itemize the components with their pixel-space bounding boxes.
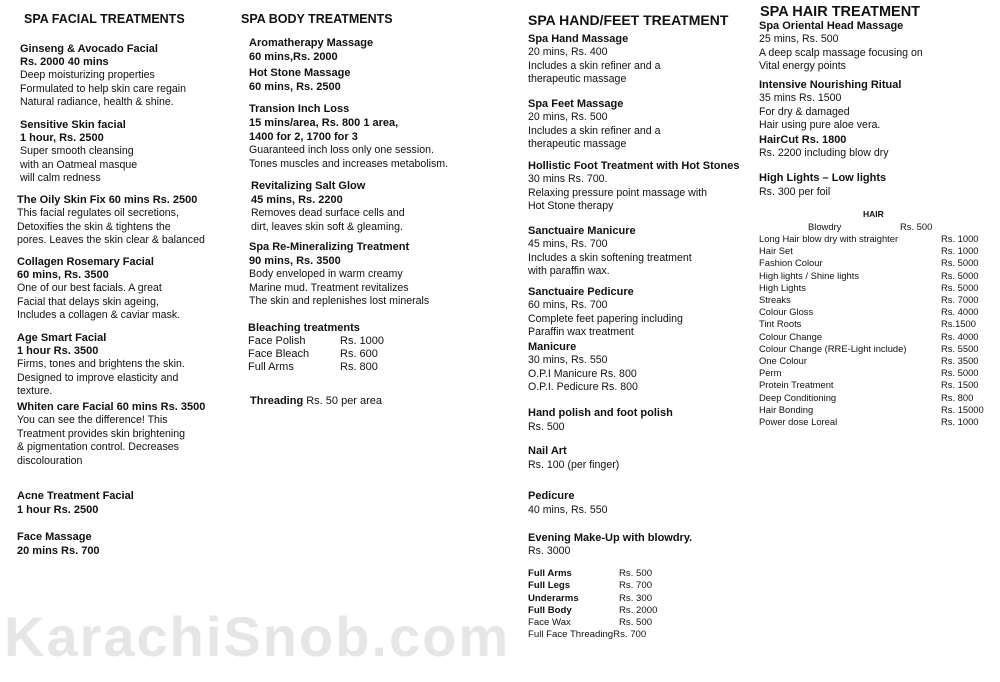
price-row xyxy=(248,335,384,348)
item-line: A deep scalp massage focusing on xyxy=(759,46,923,59)
price-row xyxy=(759,404,989,416)
facial-item-acne xyxy=(17,490,134,517)
body-heading: SPA BODY TREATMENTS xyxy=(241,12,393,26)
price-name: Long Hair blow dry with straighter xyxy=(759,233,899,244)
price-name: Full Face Threading xyxy=(528,629,614,641)
item-line: O.P.I. Pedicure Rs. 800 xyxy=(528,381,638,394)
item-line: Complete feet papering including xyxy=(528,312,683,325)
price-row xyxy=(759,367,989,379)
item-title: 1 hour Rs. 3500 xyxy=(17,345,99,357)
wax-price-list xyxy=(528,568,657,642)
item-title: 60 mins, Rs. 3500 xyxy=(17,269,109,281)
item-line: The skin and replenishes lost minerals xyxy=(249,295,430,308)
price-name: High lights / Shine lights xyxy=(759,269,860,281)
item-line: Marine mud. Treatment revitalizes xyxy=(249,281,409,294)
price-row xyxy=(759,318,989,330)
item-line: therapeutic massage xyxy=(528,138,627,151)
item-title: Spa Re-Mineralizing Treatment xyxy=(249,241,410,253)
bleaching-title: Bleaching treatments xyxy=(248,322,360,334)
price-name: Colour Change xyxy=(759,330,823,342)
price-name: Hair Set xyxy=(759,245,793,257)
item-line: pores. Leaves the skin clear & balanced xyxy=(17,234,205,247)
price-name: Full Body xyxy=(528,604,572,616)
item-title: The Oily Skin Fix 60 mins Rs. 2500 xyxy=(17,194,198,206)
item-title: Hand polish and foot polish xyxy=(528,407,673,419)
price-value: Rs.1500 xyxy=(941,318,976,330)
item-line: Super smooth cleansing xyxy=(20,145,134,157)
item-line: & pigmentation control. Decreases xyxy=(17,441,179,454)
price-row xyxy=(528,593,657,605)
item-title: High Lights – Low lights xyxy=(759,172,887,184)
item-title: 20 mins Rs. 700 xyxy=(17,545,100,557)
item-title: Age Smart Facial xyxy=(17,332,107,344)
item-title: Ginseng & Avocado Facial xyxy=(20,43,158,55)
item-title: 15 mins/area, Rs. 800 1 area, xyxy=(249,117,399,129)
hair-item-nourishing xyxy=(759,79,901,133)
price-row xyxy=(759,233,989,245)
hair-heading: SPA HAIR TREATMENT xyxy=(760,4,921,20)
price-row xyxy=(759,343,989,355)
price-value: Rs. 1000 xyxy=(941,233,979,244)
price-value: Rs. 4000 xyxy=(941,330,979,342)
facial-item-oily xyxy=(17,194,205,248)
facial-item-agesmart xyxy=(17,332,185,399)
watermark: KarachiSnob.com xyxy=(4,605,511,668)
price-name: Hair Bonding xyxy=(759,403,814,415)
item-line: texture. xyxy=(17,385,53,398)
item-line: 60 mins, Rs. 700 xyxy=(528,299,608,311)
threading-title: Threading xyxy=(250,395,304,407)
item-line: Natural radiance, health & shine. xyxy=(20,96,174,109)
item-line: Paraffin wax treatment xyxy=(528,326,634,339)
item-line: Includes a skin refiner and a xyxy=(528,59,661,72)
item-line: Tones muscles and increases metabolism. xyxy=(249,157,449,170)
item-title: Evening Make-Up with blowdry. xyxy=(528,532,693,544)
handfeet-item-polish xyxy=(528,407,673,435)
item-line: with an Oatmeal masque xyxy=(20,158,138,171)
handfeet-item-feetmassage xyxy=(528,98,661,152)
price-name: One Colour xyxy=(759,355,807,367)
price-value: Rs. 1000 xyxy=(340,335,385,347)
item-title: Spa Oriental Head Massage xyxy=(759,20,904,32)
price-row xyxy=(759,294,989,306)
item-line: One of our best facials. A great xyxy=(17,282,162,294)
item-line: dirt, leaves skin soft & gleaming. xyxy=(251,220,403,233)
item-line: Includes a skin softening treatment xyxy=(528,251,692,264)
price-name: Full Arms xyxy=(248,361,294,373)
bleaching-price-list xyxy=(248,335,384,374)
price-row xyxy=(759,257,989,269)
item-line: Includes a skin refiner and a xyxy=(528,124,661,137)
item-line: Hot Stone therapy xyxy=(528,200,614,213)
hair-price-list xyxy=(759,233,989,428)
item-title: Sanctuaire Pedicure xyxy=(528,286,634,298)
handfeet-item-manicure xyxy=(528,341,638,395)
body-item-remineralizing xyxy=(249,240,429,309)
price-name: Face Polish xyxy=(248,335,306,347)
price-row xyxy=(759,379,989,391)
handfeet-item-hollistic xyxy=(528,160,739,214)
item-line: This facial regulates oil secretions, xyxy=(17,207,179,219)
facial-item-ginseng xyxy=(20,43,186,110)
price-row xyxy=(759,331,989,343)
item-title: Hollistic Foot Treatment with Hot Stones xyxy=(528,160,740,172)
threading-row xyxy=(250,391,382,409)
hair-item-haircut xyxy=(759,134,889,161)
item-title: Revitalizing Salt Glow xyxy=(251,180,366,192)
item-line: Vital energy points xyxy=(759,60,846,73)
price-name: Full Arms xyxy=(528,568,572,579)
price-row xyxy=(759,355,989,367)
price-row xyxy=(528,629,657,641)
price-row xyxy=(759,282,989,294)
hair-blowdry-row xyxy=(808,221,932,232)
handfeet-item-nailart xyxy=(528,445,619,473)
price-row xyxy=(248,348,384,361)
price-row xyxy=(759,270,989,282)
price-value: Rs. 2000 xyxy=(619,604,658,616)
item-line: Designed to improve elasticity and xyxy=(17,371,179,384)
price-name: Blowdry xyxy=(808,221,842,232)
item-line: Rs. 2200 including blow dry xyxy=(759,147,889,159)
price-value: Rs. 5000 xyxy=(941,269,979,281)
price-value: Rs. 1000 xyxy=(941,416,979,428)
price-value: Rs. 3500 xyxy=(941,355,979,367)
facial-item-whiten xyxy=(17,401,205,468)
price-row xyxy=(528,617,657,629)
price-name: Power dose Loreal xyxy=(759,416,838,428)
item-line: Deep moisturizing properties xyxy=(20,69,155,81)
item-line: 35 mins Rs. 1500 xyxy=(759,92,842,104)
price-row xyxy=(759,416,989,428)
item-line: with paraffin wax. xyxy=(528,265,610,278)
price-name: Streaks xyxy=(759,294,791,306)
price-name: Face Wax xyxy=(528,617,571,629)
price-row xyxy=(528,568,657,580)
hair-item-head-massage xyxy=(759,20,923,74)
item-title: Spa Feet Massage xyxy=(528,98,624,110)
price-row xyxy=(248,361,384,374)
item-title: 1 hour, Rs. 2500 xyxy=(20,132,104,144)
price-name: Perm xyxy=(759,367,782,379)
facial-item-facemassage xyxy=(17,531,100,558)
item-line: Treatment provides skin brightening xyxy=(17,427,186,440)
item-title: Aromatherapy Massage xyxy=(249,37,374,49)
hair-item-highlights xyxy=(759,172,886,200)
handfeet-item-pedicure xyxy=(528,490,608,518)
item-line: For dry & damaged xyxy=(759,105,850,118)
item-title: Pedicure xyxy=(528,490,575,502)
item-line: You can see the difference! This xyxy=(17,414,168,426)
item-title: Manicure xyxy=(528,341,577,353)
item-line: discolouration xyxy=(17,454,83,467)
price-value: Rs. 5000 xyxy=(941,257,979,269)
body-item-inchloss xyxy=(249,102,448,171)
price-value: Rs. 700 xyxy=(619,580,653,592)
price-value: Rs. 5000 xyxy=(941,367,979,379)
item-title: Collagen Rosemary Facial xyxy=(17,256,154,268)
item-line: Hair using pure aloe vera. xyxy=(759,119,881,132)
item-line: 45 mins, Rs. 700 xyxy=(528,238,608,250)
item-title: HairCut Rs. 1800 xyxy=(759,134,847,146)
item-title: Sanctuaire Manicure xyxy=(528,225,636,237)
item-title: 90 mins, Rs. 3500 xyxy=(249,255,341,267)
item-line: Firms, tones and brightens the skin. xyxy=(17,358,185,370)
price-value: Rs. 300 xyxy=(619,592,653,604)
price-value: Rs. 4000 xyxy=(941,306,979,318)
body-item-saltglow xyxy=(251,179,405,234)
item-line: Guaranteed inch loss only one session. xyxy=(249,144,434,156)
price-value: Rs. 1500 xyxy=(941,379,979,391)
item-title: 60 mins,Rs. 2000 xyxy=(249,51,338,63)
price-name: Full Legs xyxy=(528,580,571,592)
price-value: Rs. 800 xyxy=(340,361,378,373)
item-line: Rs. 100 (per finger) xyxy=(528,459,620,471)
price-value: Rs. 15000 xyxy=(941,403,984,415)
item-line: Detoxifies the skin & tightens the xyxy=(17,220,171,233)
price-row xyxy=(528,605,657,617)
item-title: Transion Inch Loss xyxy=(249,103,350,115)
price-value: Rs. 600 xyxy=(340,348,378,360)
price-value: Rs. 500 xyxy=(619,568,653,579)
item-title: 45 mins, Rs. 2200 xyxy=(251,194,343,206)
item-title: Acne Treatment Facial xyxy=(17,490,134,502)
hair-table-title: HAIR xyxy=(863,209,884,219)
item-title: Spa Hand Massage xyxy=(528,33,629,45)
price-value: Rs. 5500 xyxy=(941,342,979,354)
item-line: Removes dead surface cells and xyxy=(251,207,405,219)
item-line: Rs. 500 xyxy=(528,421,565,433)
item-title: 1400 for 2, 1700 for 3 xyxy=(249,131,358,143)
price-value: Rs. 500 xyxy=(619,617,653,629)
item-title: Sensitive Skin facial xyxy=(20,119,126,131)
price-row xyxy=(759,245,989,257)
handfeet-item-makeup xyxy=(528,532,692,559)
price-name: Protein Treatment xyxy=(759,379,834,391)
item-line: Rs. 3000 xyxy=(528,545,571,557)
price-value: Rs. 800 xyxy=(941,391,974,403)
item-line: Body enveloped in warm creamy xyxy=(249,268,403,280)
item-line: Relaxing pressure point massage with xyxy=(528,186,708,199)
item-line: 20 mins, Rs. 500 xyxy=(528,111,608,123)
item-title: 1 hour Rs. 2500 xyxy=(17,504,99,516)
facial-item-collagen xyxy=(17,256,180,323)
item-line: Facial that delays skin ageing, xyxy=(17,295,159,308)
price-row xyxy=(528,580,657,592)
item-title: 60 mins, Rs. 2500 xyxy=(249,81,341,93)
item-line: will calm redness xyxy=(20,172,101,185)
price-value: Rs. 5000 xyxy=(941,281,979,293)
price-row xyxy=(759,392,989,404)
price-name: Deep Conditioning xyxy=(759,391,837,403)
item-title: Whiten care Facial 60 mins Rs. 3500 xyxy=(17,401,206,413)
item-title: Hot Stone Massage xyxy=(249,67,351,79)
facial-item-sensitive xyxy=(20,119,137,186)
price-name: Colour Change (RRE-Light include) xyxy=(759,342,907,354)
price-value: Rs. 1000 xyxy=(941,245,979,257)
threading-price: Rs. 50 per area xyxy=(303,395,383,407)
price-name: Colour Gloss xyxy=(759,306,814,318)
bleaching-section xyxy=(248,321,360,335)
price-name: Face Bleach xyxy=(248,348,310,360)
price-value: Rs. 700 xyxy=(613,629,647,641)
price-name: Tint Roots xyxy=(759,318,802,330)
item-title: Rs. 2000 40 mins xyxy=(20,56,109,68)
price-name: High Lights xyxy=(759,281,806,293)
item-line: Includes a collagen & caviar mask. xyxy=(17,309,181,322)
item-line: 25 mins, Rs. 500 xyxy=(759,33,839,45)
item-line: 20 mins, Rs. 400 xyxy=(528,46,608,58)
facial-heading: SPA FACIAL TREATMENTS xyxy=(24,12,185,26)
body-item-hotstone xyxy=(249,66,350,94)
item-line: 30 mins, Rs. 550 xyxy=(528,354,608,366)
handfeet-item-pedicure-sanctuaire xyxy=(528,286,683,340)
item-line: Rs. 300 per foil xyxy=(759,186,831,198)
item-title: Face Massage xyxy=(17,531,92,543)
handfeet-item-manicure-sanctuaire xyxy=(528,225,692,279)
price-row xyxy=(759,306,989,318)
price-value: Rs. 500 xyxy=(900,221,933,232)
item-title: Intensive Nourishing Ritual xyxy=(759,79,902,91)
item-line: Formulated to help skin care regain xyxy=(20,82,187,95)
handfeet-item-handmassage xyxy=(528,33,661,87)
item-line: 30 mins Rs. 700. xyxy=(528,173,608,185)
price-value: Rs. 7000 xyxy=(941,294,979,306)
price-name: Underarms xyxy=(528,592,579,604)
body-item-aromatherapy xyxy=(249,36,373,64)
item-title: Nail Art xyxy=(528,445,567,457)
item-line: O.P.I Manicure Rs. 800 xyxy=(528,367,637,380)
handfeet-heading: SPA HAND/FEET TREATMENT xyxy=(528,12,729,28)
item-line: 40 mins, Rs. 550 xyxy=(528,504,608,516)
item-line: therapeutic massage xyxy=(528,73,627,86)
price-name: Fashion Colour xyxy=(759,257,823,269)
